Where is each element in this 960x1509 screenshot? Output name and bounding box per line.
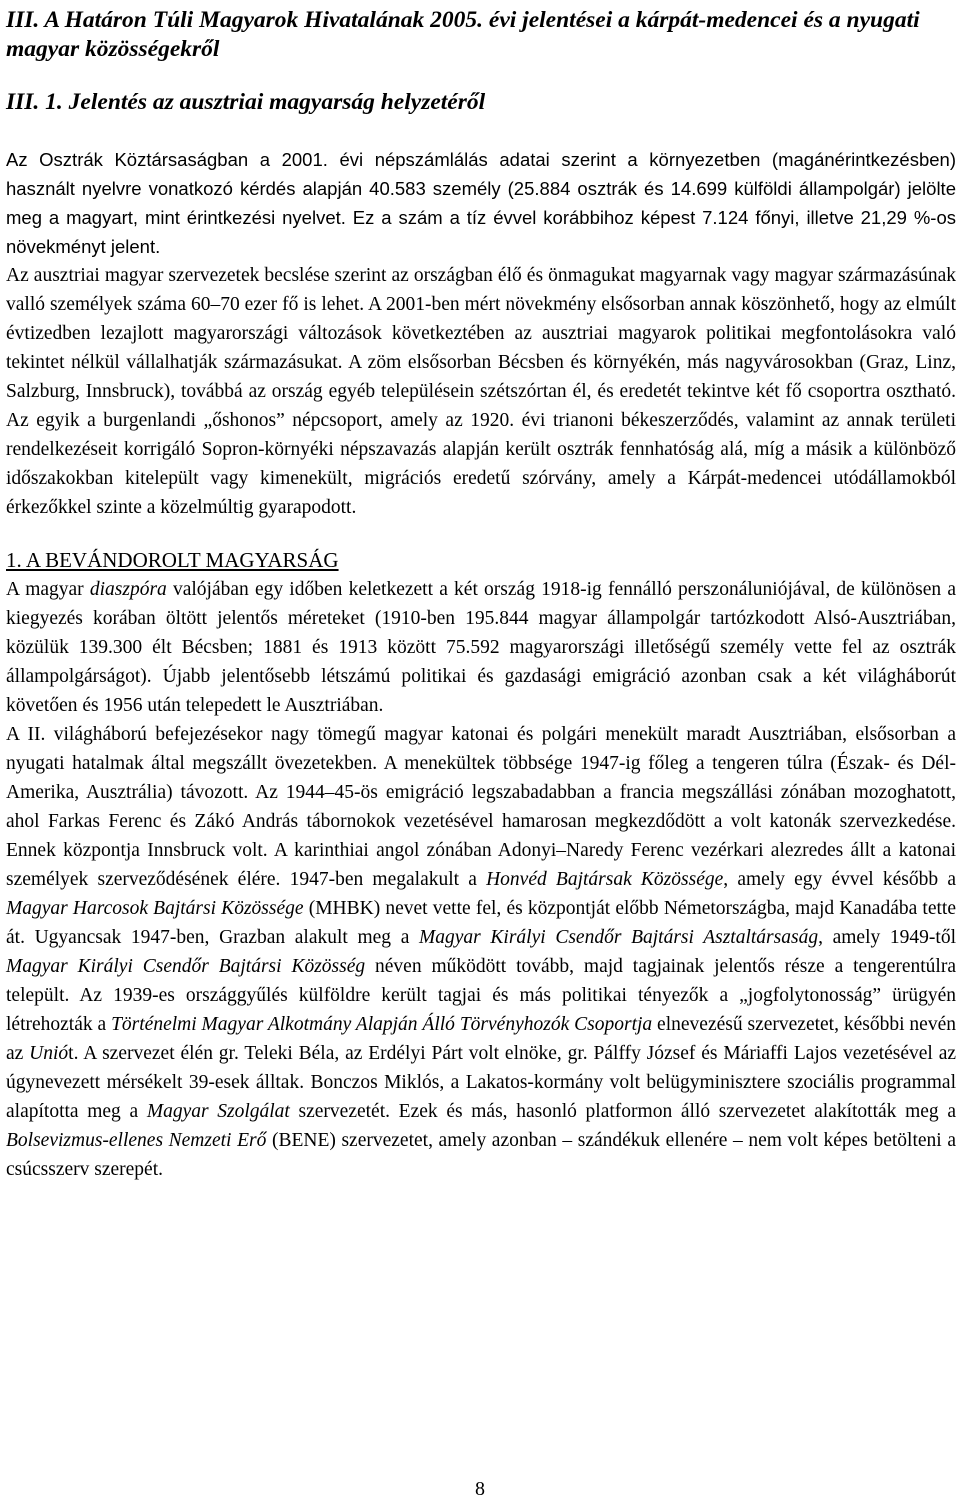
report-subtitle: III. 1. Jelentés az ausztriai magyarság helyzetéről xyxy=(6,89,486,115)
section1-paragraph-2: A II. világháború befejezésekor nagy tömegű magyar katonai és polgári menekült maradt Ausztriában, elsősorban a nyugati hatalmak által megszállt övezetekben. A menekültek többsége 1947-ig főleg a tengeren túlra (Észak- és Dél-Amerika, Ausztrália) távozott. Az 1944–45-ös emigráció legszabadabban a francia megszállási zónában mozoghatott, ahol Farkas Ferenc és Zákó András tábornokok vezetésével hamarosan megkezdődött a volt katonák szervezkedése. Ennek központja Innsbruck volt. A karinthiai angol zónában Adonyi–Naredy Ferenc vezérkari alezredes állt a katonai személyek szerveződésének élére. 1947-ben megalakult a Honvéd Bajtársak Közössége, amely egy évvel később a Magyar Harcosok Bajtársi Közössége (MHBK) nevet vette fel, és központját előbb Németországba, majd Kanadába tette át. Ugyancsak 1947-ben, Grazban alakult meg a Magyar Királyi Csendőr Bajtársi Asztaltársaság, amely 1949-től Magyar Királyi Csendőr Bajtársi Közösség néven működött tovább, majd tagjainak jelentős része a tengerentúlra települt. Az 1939-es országgyűlés külföldre került tagjai és más politikai tényezők a „jogfolytonosság” ürügyén létrehozták a Történelmi Magyar Alkotmány Alapján Álló Törvényhozók Csoportja elnevezésű szervezetet, későbbi nevén az Uniót. A szervezet élén gr. Teleki Béla, az Erdélyi Párt volt elnöke, gr. Pálffy József és Máriaffi Lajos vezetésével az úgynevezett mérsékelt 39-esek álltak. Bonczos Miklós, a Lakatos-kormány volt belügyminisztere szociális programmal alapította meg a Magyar Szolgálat szervezetét. Ezek és más, hasonló platformon álló szervezetet alakították meg a Bolsevizmus-ellenes Nemzeti Erő (BENE) szervezetet, amely azonban – szándékuk ellenére – nem volt képes betölteni a csúcsszerv szerepét. xyxy=(6,724,957,1180)
section-heading-immigrant: 1. A BEVÁNDOROLT MAGYARSÁG xyxy=(6,548,339,572)
emphasis-org-4: Magyar Királyi Csendőr Bajtársi Közösség xyxy=(6,956,366,977)
intro-paragraph: Az Osztrák Köztársaságban a 2001. évi népszámlálás adatai szerint a környezetben (magánérintkezésben) használt nyelvre vonatkozó kérdés alapján 40.583 személy (25.884 osztrák és 14.699 külföldi állampolgár) jelölte meg a magyart, mint érintkezési nyelvet. Ez a szám a tíz évvel korábbihoz képest 7.124 főnyi, illetve 21,29 %-os növekményt jelent. xyxy=(6,149,956,257)
body-paragraph-1: Az ausztriai magyar szervezetek becslése szerint az országban élő és önmagukat magyarnak vagy magyar származásúnak valló személyek száma 60–70 ezer fő is lehet. A 2001-ben mért növekmény elsősorban annak köszönhető, hogy az elmúlt évtizedben lezajlott magyarországi változások következtében az ausztriai magyarok politikai megfontolásokra való tekintet nélkül vállalhatják származásukat. A zöm elsősorban Bécsben és környékén, más nagyvárosokban (Graz, Linz, Salzburg, Innsbruck), továbbá az ország egyéb településein szétszórtan él, és eredetét tekintve két fő csoportra osztható. Az egyik a burgenlandi „őshonos” népcsoport, amely az 1920. évi trianoni békeszerződés, valamint az annak területi rendelkezéseit korrigáló Sopron-környéki népszavazás alapján került osztrák fennhatóság alá, míg a másik a különböző időszakokban kitelepült vagy kimenekült, migrációs eredetű szórvány, amely a Kárpát-medencei utódállamokból érkezőkkel szinte a közelmúltig gyarapodott. xyxy=(6,265,956,518)
document-page xyxy=(6,0,956,1184)
emphasis-org-7: Magyar Szolgálat xyxy=(146,1101,290,1122)
emphasis-org-8: Bolsevizmus-ellenes Nemzeti Erő xyxy=(6,1130,267,1151)
emphasis-org-6: Unió xyxy=(29,1043,69,1064)
emphasis-diaszpora: diaszpóra xyxy=(89,579,167,600)
emphasis-org-3: Magyar Királyi Csendőr Bajtársi Asztaltársaság xyxy=(419,927,819,948)
emphasis-org-1: Honvéd Bajtársak Közössége xyxy=(486,869,724,890)
emphasis-org-5: Történelmi Magyar Alkotmány Alapján Álló Törvényhozók Csoportja xyxy=(111,1014,653,1035)
page-number: 8 xyxy=(475,1478,485,1500)
emphasis-org-2: Magyar Harcosok Bajtársi Közössége xyxy=(6,898,304,919)
report-title: III. A Határon Túli Magyarok Hivatalának 2005. évi jelentései a kárpát-medencei és a nyugati magyar közösségekről xyxy=(6,7,920,62)
section1-paragraph-1: A magyar diaszpóra valójában egy időben keletkezett a két ország 1918-ig fennálló perszonáluniójával, de különösen a kiegyezés korában öltött jelentős méreteket (1910-ben 195.844 magyar állampolgár tartózkodott Alsó-Ausztriában, közülük 139.300 élt Bécsben; 1881 és 1913 között 75.592 magyarországi illetőségű személy vette fel az osztrák állampolgárságot). Újabb jelentősebb létszámú politikai és gazdasági emigráció azonban csak a két világháborút követően és 1956 után telepedett le Ausztriában. xyxy=(6,579,956,716)
